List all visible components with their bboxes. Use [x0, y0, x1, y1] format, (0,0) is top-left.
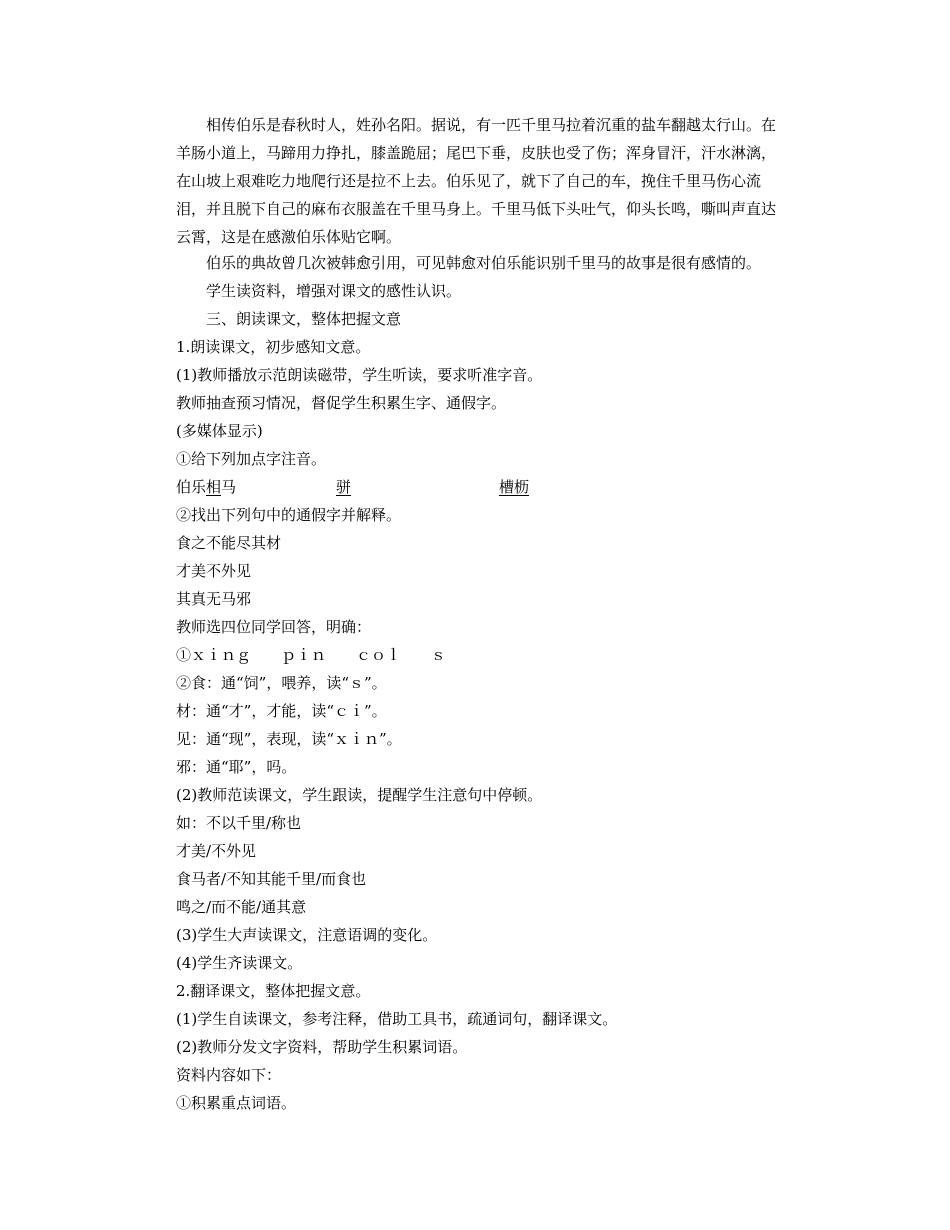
text-line: 资料内容如下：	[176, 1066, 282, 1084]
pronunciation-item-1	[176, 473, 236, 501]
text-line: 材：通“才”，才能，读“ｃｉ”。	[176, 702, 387, 720]
text-line: 其真无马邪	[176, 590, 252, 608]
text-line: (1)教师播放示范朗读磁带，学生听读，要求听准字音。	[176, 366, 543, 384]
text-line: ①积累重点词语。	[176, 1094, 297, 1112]
text-line: (1)学生自读课文，参考注释，借助工具书，疏通词句，翻译课文。	[176, 1010, 618, 1028]
pronunciation-item-3: 槽枥	[499, 478, 530, 496]
text-line: 1.朗读课文，初步感知文意。	[176, 338, 371, 356]
text-line: (4)学生齐读课文。	[176, 954, 303, 972]
text-line: (2)教师范读课文，学生跟读，提醒学生注意句中停顿。	[176, 786, 543, 804]
intro-paragraph: 相传伯乐是春秋时人，姓孙名阳。据说，有一匹千里马拉着沉重的盐车翻越太行山。在羊肠小道上，马蹄用力挣扎，膝盖跪屈；尾巴下垂，皮肤也受了伤；浑身冒汗，汗水淋漓，在山坡上艰难吃力地爬行还是拉不上去。伯乐见了，就下了自己的车，挽住千里马伤心流泪，并且脱下自己的麻布衣服盖在千里马身上。千里马低下头吐气，仰头长鸣，嘶叫声直达云霄，这是在感激伯乐体贴它啊。	[176, 116, 777, 246]
text-line: 鸣之/而不能/通其意	[176, 898, 307, 916]
text-line: 食之不能尽其材	[176, 534, 282, 552]
text-line: 食马者/不知其能千里/而食也	[176, 870, 367, 888]
text-line: ①给下列加点字注音。	[176, 450, 327, 468]
text-line: 教师选四位同学回答，明确：	[176, 618, 372, 636]
item-text: 伯乐	[176, 478, 207, 496]
text-line: 才美不外见	[176, 562, 252, 580]
text-line: ②食：通“饲”，喂养，读“ｓ”。	[176, 674, 387, 692]
text-line: 才美/不外见	[176, 842, 257, 860]
text-line: 见：通“现”，表现，读“ｘｉｎ”。	[176, 730, 402, 748]
text-line: 教师抽查预习情况，督促学生积累生字、通假字。	[176, 394, 507, 412]
item-text: 马	[221, 478, 237, 496]
text-line: (多媒体显示)	[176, 422, 263, 440]
text-line	[176, 277, 461, 305]
text-line: 邪：通“耶”，吗。	[176, 758, 297, 776]
section-heading	[176, 305, 401, 333]
note-line	[176, 249, 761, 277]
text-line: 如：不以千里/称也	[176, 814, 302, 832]
text-line: 2.翻译课文，整体把握文意。	[176, 982, 371, 1000]
note-text: 伯乐的典故曾几次被韩愈引用，可见韩愈对伯乐能识别千里马的故事是很有感情的。	[206, 254, 762, 272]
marked-character: 相	[206, 478, 222, 496]
line-text: 学生读资料，增强对课文的感性认识。	[206, 282, 462, 300]
text-line: (2)教师分发文字资料，帮助学生积累词语。	[176, 1038, 468, 1056]
text-line: (3)学生大声读课文，注意语调的变化。	[176, 926, 438, 944]
pronunciation-item-2: 骈	[336, 478, 352, 496]
text-line: ①ｘｉｎｇ ｐｉｎ ｃｏｌ ｓ	[176, 646, 447, 664]
heading-text: 三、朗读课文，整体把握文意	[206, 310, 402, 328]
text-line: ②找出下列句中的通假字并解释。	[176, 506, 402, 524]
